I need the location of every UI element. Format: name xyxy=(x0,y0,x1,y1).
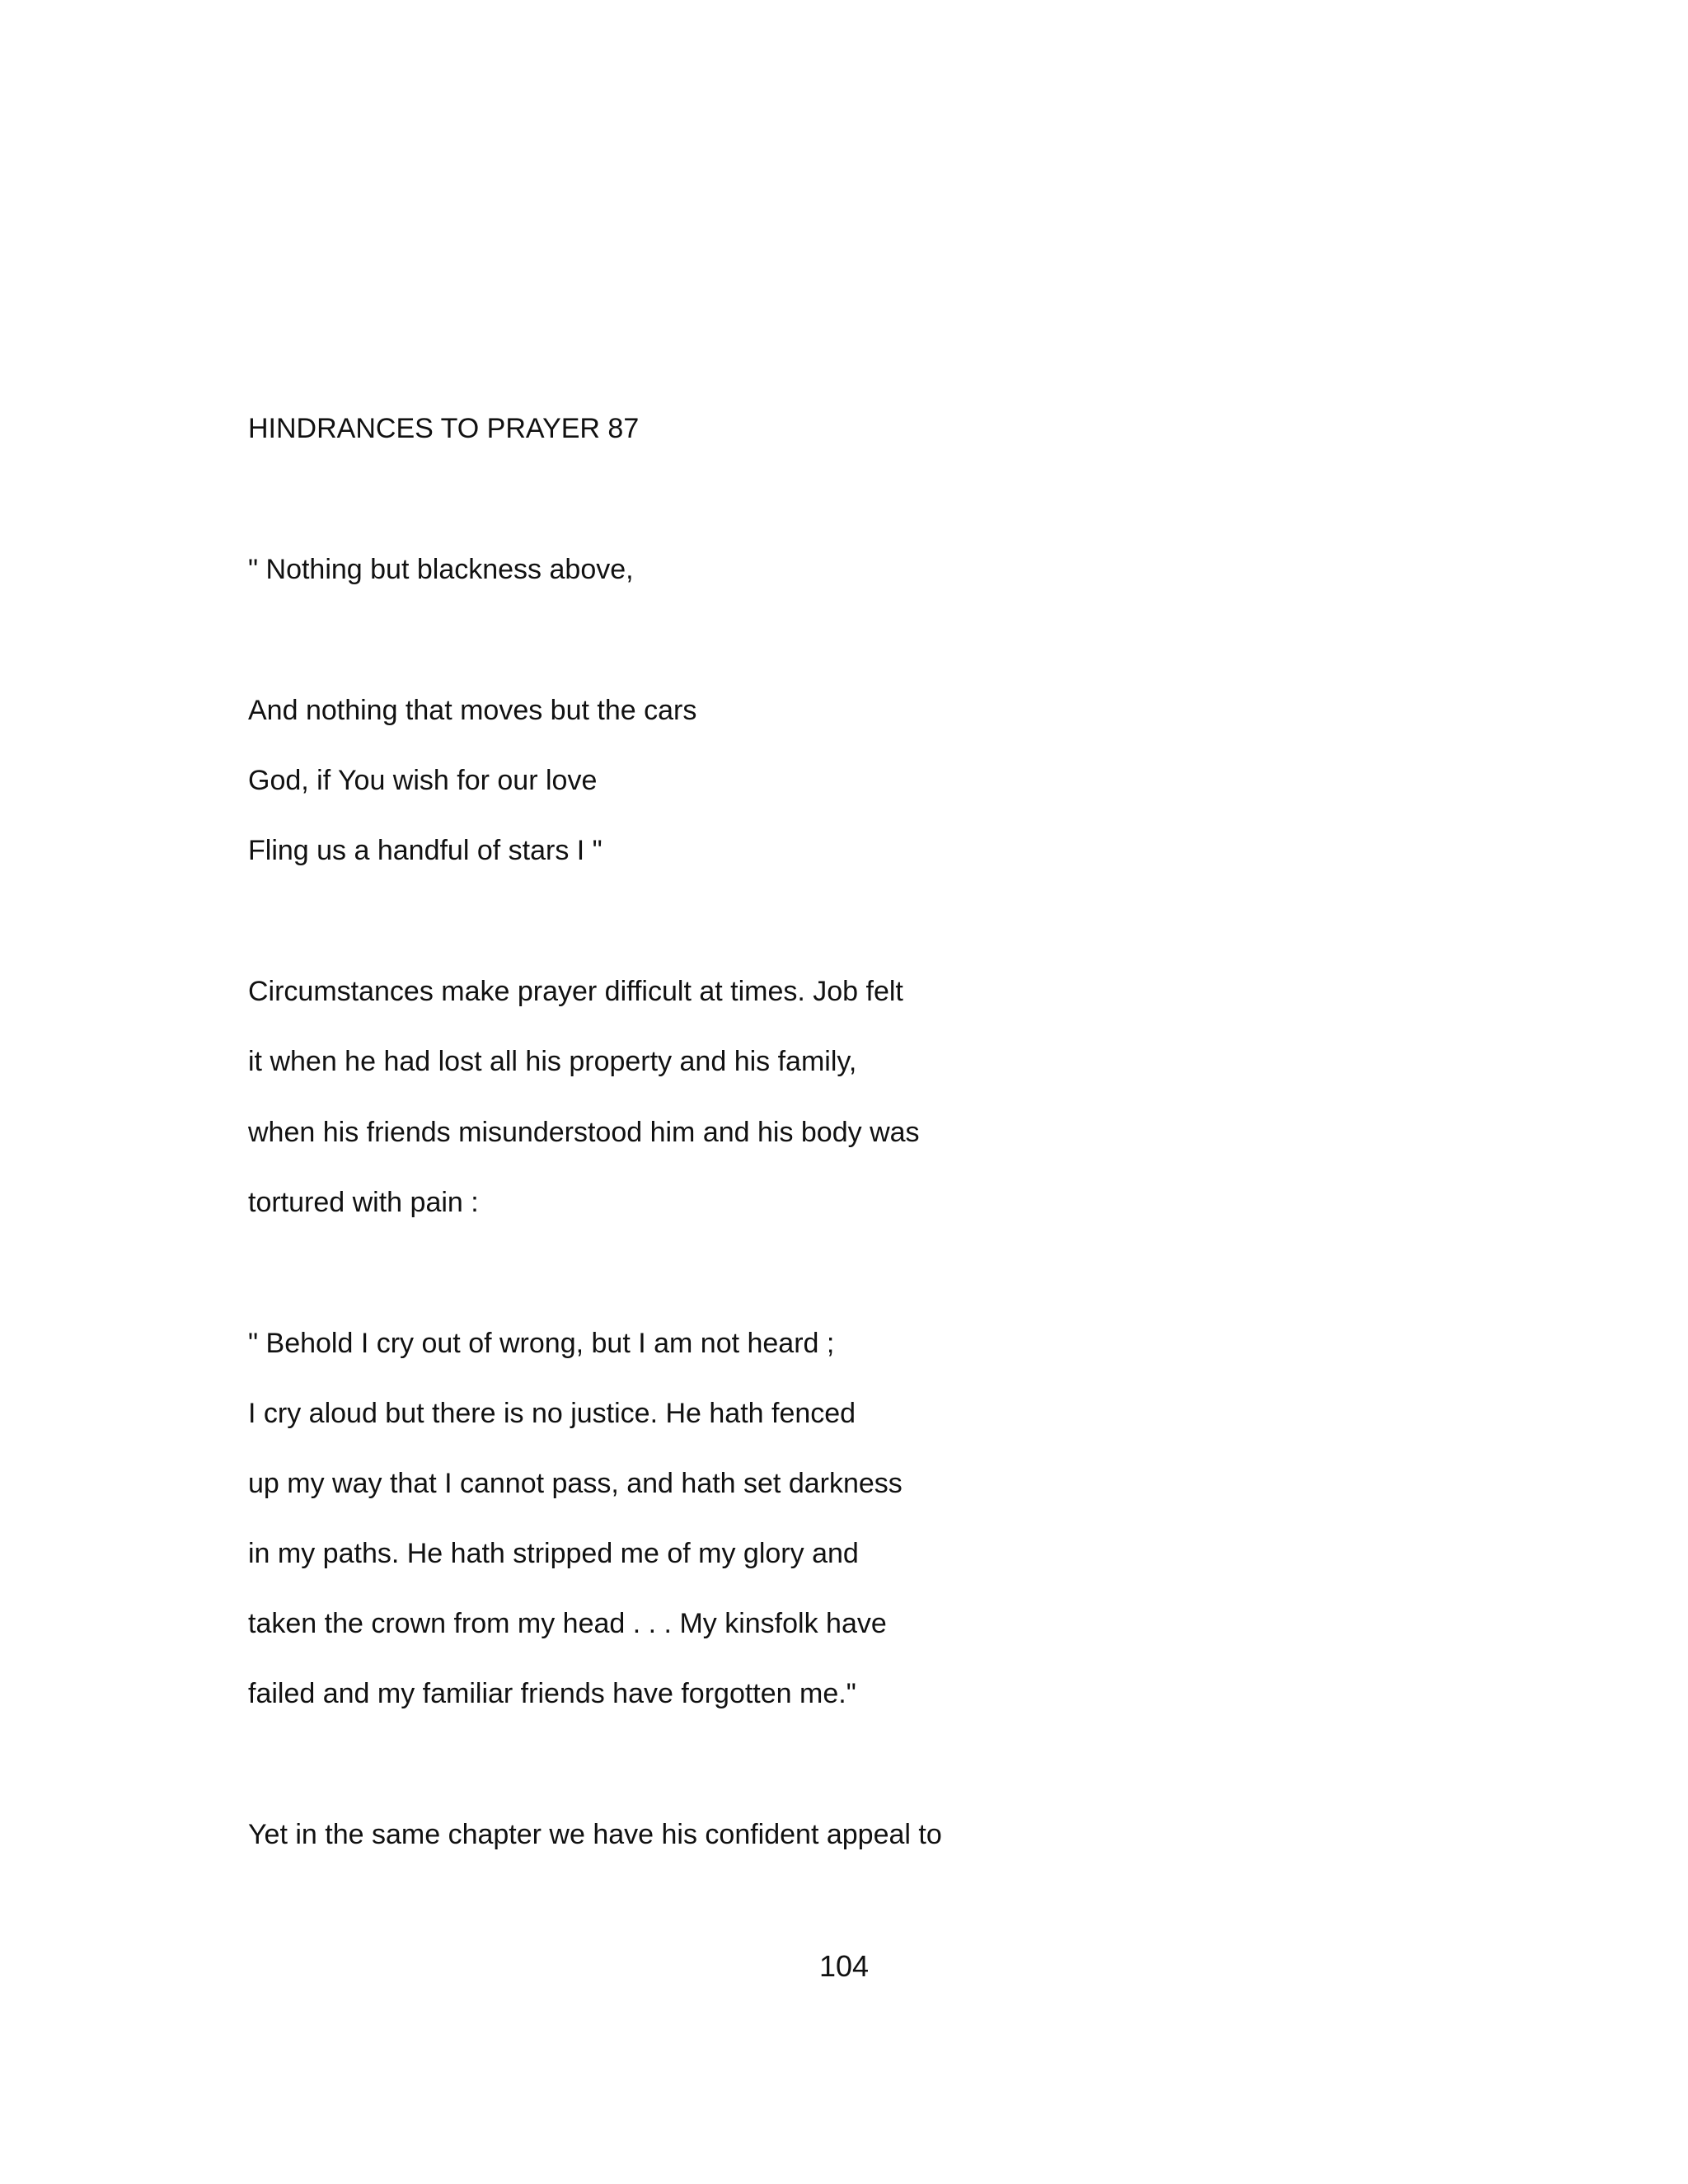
quote-line: failed and my familiar friends have forgotten me." xyxy=(248,1678,856,1709)
page-number: 104 xyxy=(818,1949,870,1983)
poem-line: God, if You wish for our love xyxy=(248,765,598,796)
paragraph-line: when his friends misunderstood him and his body was xyxy=(248,1117,920,1148)
poem-line: " Nothing but blackness above, xyxy=(248,554,634,585)
paragraph-line: it when he had lost all his property and his family, xyxy=(248,1046,857,1077)
quote-line: in my paths. He hath stripped me of my glory and xyxy=(248,1538,859,1569)
quote-line: " Behold I cry out of wrong, but I am not heard ; xyxy=(248,1328,835,1359)
poem-line: Fling us a handful of stars I " xyxy=(248,835,603,866)
paragraph-line: Yet in the same chapter we have his confident appeal to xyxy=(248,1819,942,1850)
quote-line: taken the crown from my head . . . My kinsfolk have xyxy=(248,1608,887,1639)
poem-line: And nothing that moves but the cars xyxy=(248,695,697,726)
quote-line: up my way that I cannot pass, and hath set darkness xyxy=(248,1468,903,1499)
paragraph-line: Circumstances make prayer difficult at times. Job felt xyxy=(248,976,903,1007)
paragraph-line: tortured with pain : xyxy=(248,1187,479,1218)
running-header: HINDRANCES TO PRAYER 87 xyxy=(248,413,640,444)
quote-line: I cry aloud but there is no justice. He hath fenced xyxy=(248,1398,856,1429)
